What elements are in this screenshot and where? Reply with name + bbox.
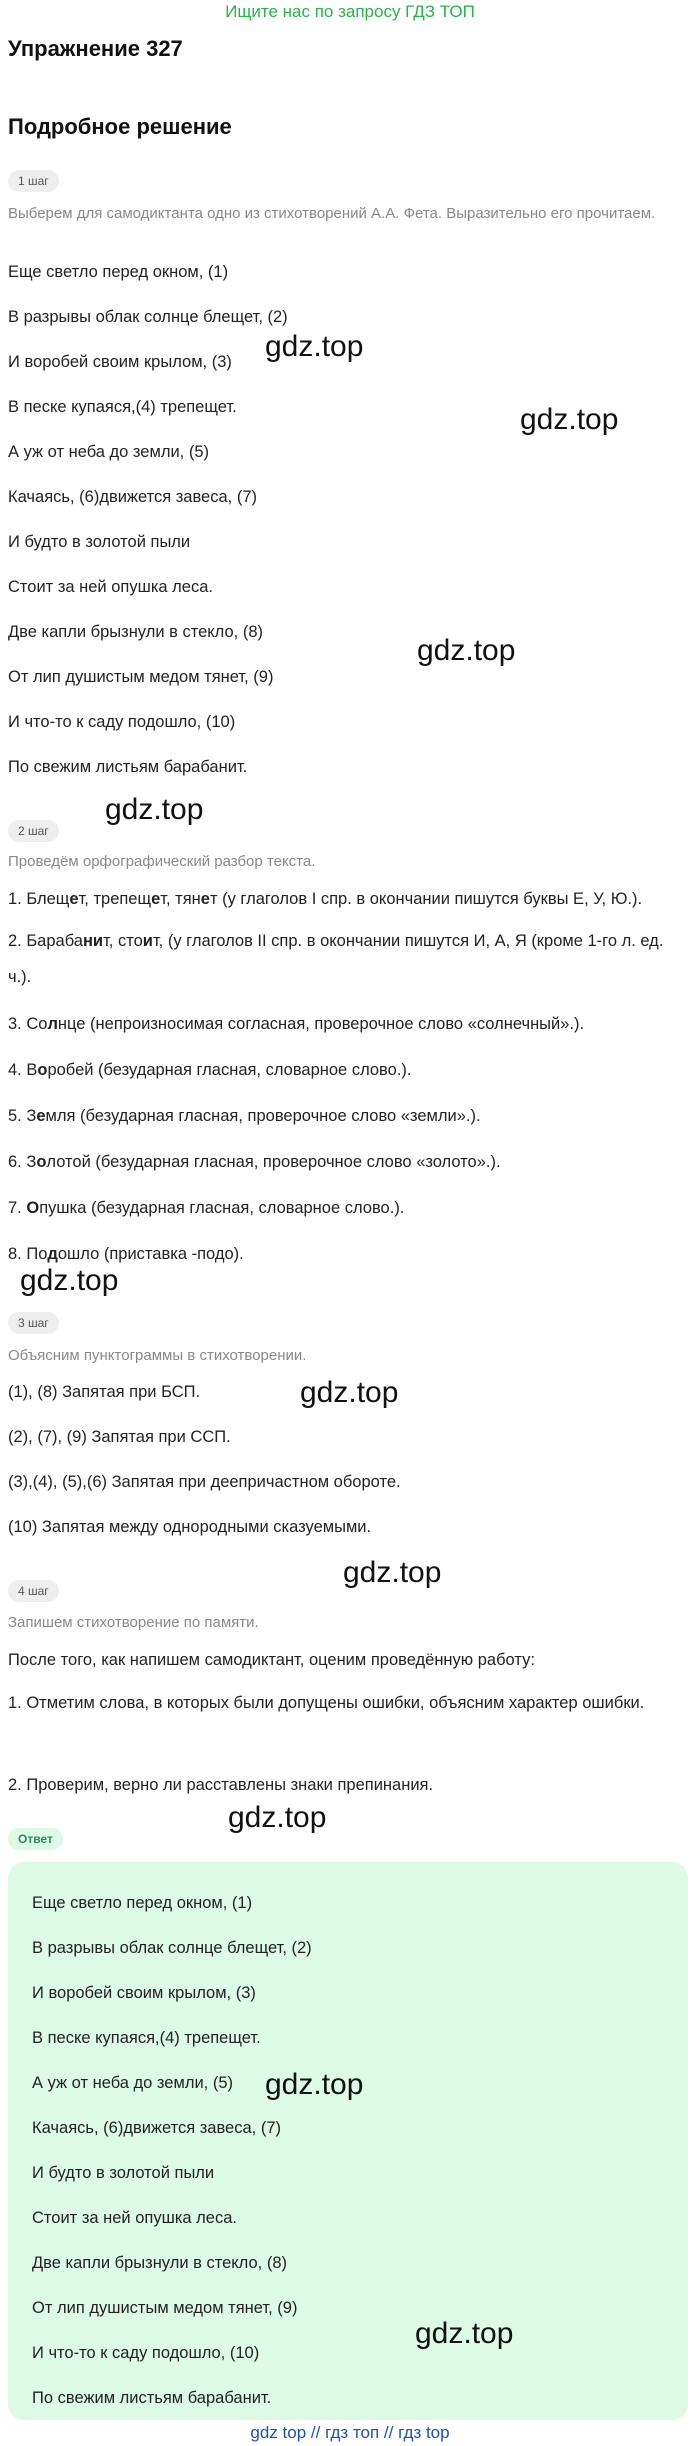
step-badge-3: 3 шаг <box>8 1312 59 1334</box>
answer-poem-line: Еще светло перед окном, (1) <box>32 1894 253 1912</box>
footer-links[interactable]: gdz top // гдз топ // гдз top <box>250 2423 450 2442</box>
section-title: Подробное решение <box>8 114 232 139</box>
poem-line: Качаясь, (6)движется завеса, (7) <box>8 488 257 506</box>
step-badge-4: 4 шаг <box>8 1580 59 1602</box>
poem-line: Стоит за ней опушка леса. <box>8 578 213 596</box>
answer-poem-line: И воробей своим крылом, (3) <box>32 1984 256 2002</box>
ortho-item-8: 8. Подошло (приставка -подо). <box>8 1245 244 1263</box>
ortho-item-3: 3. Солнце (непроизносимая согласная, проверочное слово «солнечный».). <box>8 1015 585 1033</box>
watermark: gdz.top <box>265 2068 364 2101</box>
watermark: gdz.top <box>228 1801 327 1834</box>
punct-item: (1), (8) Запятая при БСП. <box>8 1383 201 1401</box>
answer-poem-line: От лип душистым медом тянет, (9) <box>32 2299 298 2317</box>
punct-item: (3),(4), (5),(6) Запятая при деепричастном обороте. <box>8 1473 401 1491</box>
poem-line: И воробей своим крылом, (3) <box>8 353 232 371</box>
punct-item: (10) Запятая между однородными сказуемыми. <box>8 1518 372 1536</box>
step2-description: Проведём орфографический разбор текста. <box>8 853 316 870</box>
watermark: gdz.top <box>415 2317 514 2350</box>
poem-line: А уж от неба до земли, (5) <box>8 443 210 461</box>
punct-item: (2), (7), (9) Запятая при ССП. <box>8 1428 231 1446</box>
after-item-1: 1. Отметим слова, в которых были допущены ошибки, объясним характер ошибки. <box>8 1694 645 1712</box>
watermark: gdz.top <box>343 1556 442 1589</box>
answer-poem-line: В песке купаяся,(4) трепещет. <box>32 2029 261 2047</box>
answer-poem-line: И будто в золотой пыли <box>32 2164 215 2182</box>
answer-poem-line: И что-то к саду подошло, (10) <box>32 2344 260 2362</box>
step3-description: Объясним пунктограммы в стихотворении. <box>8 1347 307 1364</box>
poem-line: Две капли брызнули в стекло, (8) <box>8 623 263 641</box>
step1-description: Выберем для самодиктанта одно из стихотворений А.А. Фета. Выразительно его прочитаем. <box>8 205 656 222</box>
poem-line: Еще светло перед окном, (1) <box>8 263 229 281</box>
page-title: Упражнение 327 <box>8 36 183 61</box>
answer-poem-line: В разрывы облак солнце блещет, (2) <box>32 1939 312 1957</box>
poem-line: От лип душистым медом тянет, (9) <box>8 668 274 686</box>
answer-poem-line: По свежим листьям барабанит. <box>32 2389 272 2407</box>
answer-poem-line: Качаясь, (6)движется завеса, (7) <box>32 2119 281 2137</box>
ortho-item-4: 4. Воробей (безударная гласная, словарное слово.). <box>8 1061 412 1079</box>
watermark: gdz.top <box>105 793 204 826</box>
watermark: gdz.top <box>417 634 516 667</box>
poem-line: В песке купаяся,(4) трепещет. <box>8 398 237 416</box>
poem-line: И будто в золотой пыли <box>8 533 191 551</box>
poem-line: И что-то к саду подошло, (10) <box>8 713 236 731</box>
poem-line: По свежим листьям барабанит. <box>8 758 248 776</box>
ortho-item-2: 2. Барабанит, стоит, (у глаголов II спр. в окончании пишутся И, А, Я (кроме 1-го л. ед. ч.). <box>8 932 664 986</box>
search-banner[interactable]: Ищите нас по запросу ГДЗ ТОП <box>225 2 475 21</box>
watermark: gdz.top <box>20 1264 119 1297</box>
after-item-2: 2. Проверим, верно ли расставлены знаки препинания. <box>8 1776 434 1794</box>
answer-poem-line: Две капли брызнули в стекло, (8) <box>32 2254 287 2272</box>
step4-description: Запишем стихотворение по памяти. <box>8 1614 259 1631</box>
watermark: gdz.top <box>265 330 364 363</box>
answer-badge: Ответ <box>8 1828 63 1850</box>
step-badge-2: 2 шаг <box>8 820 59 842</box>
after-text: После того, как напишем самодиктант, оценим проведённую работу: <box>8 1651 535 1669</box>
ortho-item-6: 6. Золотой (безударная гласная, проверочное слово «золото».). <box>8 1153 501 1171</box>
answer-poem-line: А уж от неба до земли, (5) <box>32 2074 234 2092</box>
watermark: gdz.top <box>300 1376 399 1409</box>
ortho-item-1: 1. Блещет, трепещет, тянет (у глаголов I спр. в окончании пишутся буквы Е, У, Ю.). <box>8 890 643 908</box>
ortho-item-7: 7. Опушка (безударная гласная, словарное слово.). <box>8 1199 405 1217</box>
ortho-item-5: 5. Земля (безударная гласная, проверочное слово «земли».). <box>8 1107 481 1125</box>
answer-poem-line: Стоит за ней опушка леса. <box>32 2209 237 2227</box>
poem-line: В разрывы облак солнце блещет, (2) <box>8 308 288 326</box>
watermark: gdz.top <box>520 403 619 436</box>
step-badge-1: 1 шаг <box>8 170 59 192</box>
